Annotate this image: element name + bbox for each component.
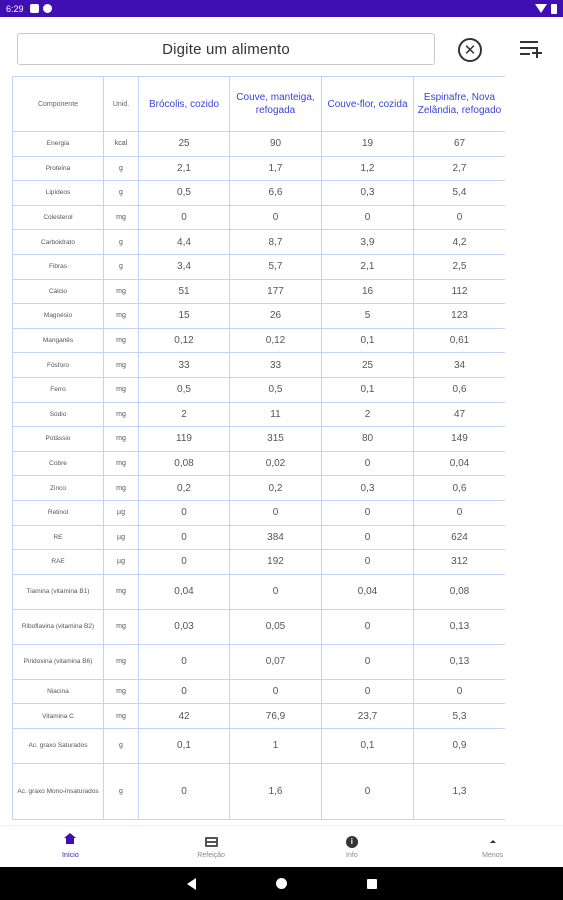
header-unit: Unid. (104, 77, 139, 132)
table-row (13, 328, 506, 353)
nutrient-value: 42 (139, 704, 230, 729)
home-button[interactable] (276, 878, 287, 889)
nutrient-value: 15 (139, 304, 230, 329)
search-row (0, 17, 563, 77)
component-name: Proteína (13, 156, 104, 181)
table-row (13, 205, 506, 230)
component-unit: mg (104, 704, 139, 729)
component-unit: g (104, 230, 139, 255)
nutrient-value: 0,3 (322, 181, 414, 206)
nav-item-menos[interactable] (422, 826, 563, 867)
nutrient-value: 76,9 (230, 704, 322, 729)
header-food[interactable]: Couve, manteiga, refogada (230, 77, 322, 132)
nutrient-value: 2,5 (414, 254, 506, 279)
component-name: Ferro (13, 377, 104, 402)
table-row (13, 132, 506, 157)
nutrient-value: 3,9 (322, 230, 414, 255)
nutrient-value: 8,7 (230, 230, 322, 255)
nutrient-value: 0 (230, 205, 322, 230)
header-food[interactable]: Brócolis, cozido (139, 77, 230, 132)
nutrient-value: 1 (230, 728, 322, 763)
nutrient-value: 3,4 (139, 254, 230, 279)
component-name: Sódio (13, 402, 104, 427)
close-icon: ✕ (463, 41, 477, 59)
nutrient-value: 119 (139, 427, 230, 452)
nutrient-value: 4,2 (414, 230, 506, 255)
table-row (13, 763, 506, 819)
nutrient-value: 1,7 (230, 156, 322, 181)
nutrient-value: 0,08 (414, 574, 506, 609)
component-name: Cálcio (13, 279, 104, 304)
nav-item-info[interactable] (282, 826, 423, 867)
nutrient-value: 5,7 (230, 254, 322, 279)
component-name: RAE (13, 550, 104, 575)
component-name: Ac. graxo Saturados (13, 728, 104, 763)
nutrient-value: 2,1 (322, 254, 414, 279)
component-name: Magnésio (13, 304, 104, 329)
nutrient-value: 624 (414, 525, 506, 550)
table-row (13, 609, 506, 644)
nutrient-value: 33 (139, 353, 230, 378)
table-row (13, 353, 506, 378)
table-row (13, 550, 506, 575)
nutrient-value: 0,6 (414, 377, 506, 402)
table-row (13, 644, 506, 679)
component-unit: g (104, 156, 139, 181)
plus-icon (532, 52, 542, 54)
nutrient-value: 25 (139, 132, 230, 157)
nutrient-value: 0,2 (139, 476, 230, 501)
nav-item-refeicao[interactable] (141, 826, 282, 867)
nutrient-value: 0 (322, 609, 414, 644)
component-unit: mg (104, 353, 139, 378)
component-name: Lipídeos (13, 181, 104, 206)
nutrient-value: 0 (230, 679, 322, 704)
nutrient-value: 0,04 (414, 451, 506, 476)
nutrient-value: 0 (322, 451, 414, 476)
nutrient-value: 0,04 (322, 574, 414, 609)
header-food[interactable]: Espinafre, Nova Zelândia, refogado (414, 77, 506, 132)
nutrient-value: 23,7 (322, 704, 414, 729)
nutrient-value: 1,2 (322, 156, 414, 181)
component-unit: mg (104, 679, 139, 704)
playlist-line (520, 53, 530, 55)
wifi-icon (535, 4, 547, 13)
search-input[interactable] (17, 33, 435, 65)
nutrient-value: 5,4 (414, 181, 506, 206)
component-name: Ac. graxo Mono-insaturados (13, 763, 104, 819)
nutrient-value: 0 (230, 500, 322, 525)
table-row (13, 704, 506, 729)
nutrient-value: 0,3 (322, 476, 414, 501)
component-name: Piridoxina (vitamina B6) (13, 644, 104, 679)
nutrient-value: 25 (322, 353, 414, 378)
nutrient-value: 6,6 (230, 181, 322, 206)
nutrient-value: 19 (322, 132, 414, 157)
nutrient-value: 0 (414, 500, 506, 525)
nutrient-value: 0,6 (414, 476, 506, 501)
nutrient-value: 2,7 (414, 156, 506, 181)
back-button[interactable] (187, 878, 196, 890)
nutrient-value: 0 (414, 679, 506, 704)
component-unit: mg (104, 644, 139, 679)
nutrient-value: 177 (230, 279, 322, 304)
nutrient-value: 0 (139, 550, 230, 575)
nutrient-value: 0 (139, 763, 230, 819)
nutrient-value: 112 (414, 279, 506, 304)
component-unit: mg (104, 574, 139, 609)
nutrient-value: 80 (322, 427, 414, 452)
nutrient-value: 0,61 (414, 328, 506, 353)
nutrient-value: 0,1 (322, 377, 414, 402)
table-row (13, 574, 506, 609)
nutrition-table-container[interactable] (12, 76, 505, 821)
component-name: Retinol (13, 500, 104, 525)
nutrient-value: 0 (322, 763, 414, 819)
component-unit: g (104, 763, 139, 819)
component-name: Fósforo (13, 353, 104, 378)
nutrient-value: 34 (414, 353, 506, 378)
component-unit: mg (104, 304, 139, 329)
nutrient-value: 1,3 (414, 763, 506, 819)
component-name: RE (13, 525, 104, 550)
nutrient-value: 2 (322, 402, 414, 427)
nutrient-value: 0,1 (322, 328, 414, 353)
table-body (13, 132, 506, 820)
component-name: Carboidrato (13, 230, 104, 255)
nutrient-value: 0,13 (414, 609, 506, 644)
table-row (13, 377, 506, 402)
component-unit: mg (104, 377, 139, 402)
recents-button[interactable] (367, 879, 377, 889)
component-unit: mg (104, 279, 139, 304)
component-name: Energia (13, 132, 104, 157)
nutrient-value: 0,5 (139, 181, 230, 206)
nutrient-value: 312 (414, 550, 506, 575)
table-row (13, 181, 506, 206)
table-row (13, 728, 506, 763)
nutrient-value: 0 (139, 679, 230, 704)
nutrient-value: 0 (139, 644, 230, 679)
table-row (13, 679, 506, 704)
nutrient-value: 0,12 (230, 328, 322, 353)
component-name: Niacina (13, 679, 104, 704)
nutrient-value: 47 (414, 402, 506, 427)
nutrient-value: 0,13 (414, 644, 506, 679)
component-name: Riboflavina (vitamina B2) (13, 609, 104, 644)
nutrient-value: 0,03 (139, 609, 230, 644)
nutrient-value: 0 (230, 574, 322, 609)
nutrient-value: 0,1 (322, 728, 414, 763)
component-unit: mg (104, 328, 139, 353)
component-unit: mg (104, 402, 139, 427)
table-row (13, 156, 506, 181)
nutrient-value: 5 (322, 304, 414, 329)
status-right (535, 4, 557, 14)
component-unit: g (104, 728, 139, 763)
nutrient-value: 0 (322, 550, 414, 575)
nutrient-value: 1,6 (230, 763, 322, 819)
component-name: Vitamina C (13, 704, 104, 729)
component-unit: µg (104, 525, 139, 550)
component-name: Zinco (13, 476, 104, 501)
table-row (13, 525, 506, 550)
nutrient-value: 0,2 (230, 476, 322, 501)
table-row (13, 254, 506, 279)
table-row (13, 402, 506, 427)
nutrient-value: 0,12 (139, 328, 230, 353)
nutrient-value: 0,5 (139, 377, 230, 402)
nav-label: Info (346, 851, 358, 859)
nutrient-value: 16 (322, 279, 414, 304)
component-name: Fibras (13, 254, 104, 279)
nutrient-value: 0 (322, 205, 414, 230)
table-row (13, 476, 506, 501)
nutrient-value: 0 (322, 525, 414, 550)
component-unit: kcal (104, 132, 139, 157)
nutrient-value: 149 (414, 427, 506, 452)
component-unit: mg (104, 609, 139, 644)
info-icon: i (346, 836, 358, 848)
table-row (13, 427, 506, 452)
nutrient-value: 0 (139, 205, 230, 230)
nutrient-value: 0 (322, 679, 414, 704)
nutrient-value: 315 (230, 427, 322, 452)
component-name: Tiamina (vitamina B1) (13, 574, 104, 609)
sync-icon (43, 4, 52, 13)
nutrient-value: 0,07 (230, 644, 322, 679)
nutrient-value: 2 (139, 402, 230, 427)
nutrient-value: 33 (230, 353, 322, 378)
component-name: Cobre (13, 451, 104, 476)
nutrient-value: 0 (139, 525, 230, 550)
table-row (13, 279, 506, 304)
nav-label: Refeição (197, 851, 225, 859)
nutrient-value: 0,04 (139, 574, 230, 609)
search-placeholder: Digite um alimento (162, 40, 290, 58)
nutrient-value: 2,1 (139, 156, 230, 181)
home-icon (65, 837, 75, 847)
nutrient-value: 123 (414, 304, 506, 329)
nutrient-value: 0,9 (414, 728, 506, 763)
less-icon (490, 840, 496, 843)
header-component: Componente (13, 77, 104, 132)
nav-label: Início (62, 851, 79, 859)
system-navigation-bar (0, 867, 563, 900)
table-row (13, 230, 506, 255)
add-to-list-button[interactable] (518, 39, 544, 59)
table-header-row (13, 77, 506, 132)
nutrient-value: 0 (414, 205, 506, 230)
component-unit: g (104, 181, 139, 206)
table-row (13, 500, 506, 525)
nutrient-value: 0,1 (139, 728, 230, 763)
nutrient-value: 5,3 (414, 704, 506, 729)
header-food[interactable]: Couve-flor, cozida (322, 77, 414, 132)
component-unit: µg (104, 550, 139, 575)
nav-label: Menos (482, 851, 504, 859)
nutrient-value: 0,05 (230, 609, 322, 644)
nutrition-comparison-table (12, 76, 505, 820)
nutrient-value: 0,08 (139, 451, 230, 476)
nutrient-value: 67 (414, 132, 506, 157)
nutrient-value: 192 (230, 550, 322, 575)
table-row (13, 304, 506, 329)
table-row (13, 451, 506, 476)
component-unit: mg (104, 476, 139, 501)
nutrient-value: 26 (230, 304, 322, 329)
meal-icon (205, 837, 218, 847)
component-name: Colesterol (13, 205, 104, 230)
component-unit: mg (104, 205, 139, 230)
playlist-add-icon (520, 41, 538, 43)
nutrient-value: 0 (322, 500, 414, 525)
component-name: Potássio (13, 427, 104, 452)
component-unit: mg (104, 427, 139, 452)
nutrient-value: 0,02 (230, 451, 322, 476)
status-bar (0, 0, 563, 17)
component-unit: µg (104, 500, 139, 525)
nutrient-value: 51 (139, 279, 230, 304)
nav-item-inicio[interactable] (0, 826, 141, 867)
clear-search-button[interactable] (458, 38, 482, 62)
status-time: 6:29 (6, 3, 24, 14)
nutrient-value: 384 (230, 525, 322, 550)
notification-icon (30, 4, 39, 13)
nutrient-value: 0,5 (230, 377, 322, 402)
component-name: Manganês (13, 328, 104, 353)
component-unit: mg (104, 451, 139, 476)
bottom-navigation (0, 825, 563, 867)
nutrient-value: 0 (139, 500, 230, 525)
nutrient-value: 11 (230, 402, 322, 427)
nutrient-value: 0 (322, 644, 414, 679)
nutrient-value: 4,4 (139, 230, 230, 255)
component-unit: g (104, 254, 139, 279)
battery-icon (551, 4, 557, 14)
nutrient-value: 90 (230, 132, 322, 157)
